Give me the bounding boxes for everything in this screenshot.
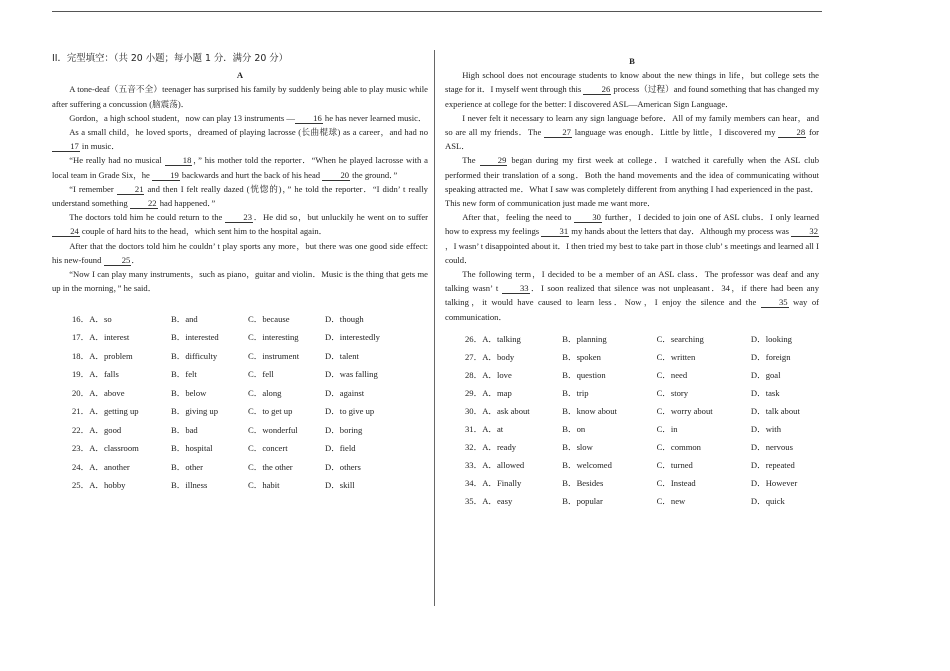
passage-b-paragraph-5: The following term，I decided to be a member of an ASL class．The professor was deaf and any talking wasn’ t 33．I soon realized that silence was not unpleasant．34，if there had been any talking，it would have caused to learn less．Now，I enjoy the silence and the 35 way of communication． <box>445 269 819 322</box>
passage-a-paragraph-2: Gordon，a high school student，now can play 13 instruments — 16 he has never learned music． <box>69 112 427 123</box>
left-column <box>52 52 428 494</box>
option-b: B．bad <box>171 424 198 435</box>
option-a: 35．A．easy <box>465 495 513 506</box>
option-row <box>445 420 819 438</box>
option-d: D．quick <box>750 495 785 506</box>
option-a: 25．A．hobby <box>72 480 126 491</box>
blank-17: 17 <box>52 141 80 152</box>
passage-a-paragraph-5: “I remember 21 and then I felt really dazed (恍惚的)，” he told the reporter．“I didn’ t really understand something 22 had happened．” <box>52 183 428 209</box>
passage-a-options <box>52 309 428 494</box>
option-d: D．with <box>750 423 781 434</box>
option-b: B．below <box>171 387 207 398</box>
option-row <box>52 328 428 347</box>
option-c: C．wonderful <box>248 424 298 435</box>
option-c: C．Instead <box>656 477 696 488</box>
passage-a-paragraph-7: After that the doctors told him he couldn’ t play sports any more，but there was one good side effect: his new-found 25． <box>52 240 428 265</box>
option-d: D．However <box>750 477 798 488</box>
right-column <box>445 52 819 510</box>
option-d: D．looking <box>750 333 792 344</box>
option-row <box>52 402 428 421</box>
option-b: B．Besides <box>562 477 604 488</box>
option-b: B．trip <box>562 387 589 398</box>
option-d: D．repeated <box>750 459 795 470</box>
option-b: B．giving up <box>171 406 219 417</box>
option-a: 33．A．allowed <box>465 459 525 470</box>
option-row <box>445 456 819 474</box>
option-a: 28．A．love <box>465 369 512 380</box>
option-a: 31．A．at <box>465 423 504 434</box>
option-row <box>52 457 428 476</box>
option-a: 27．A．body <box>465 351 515 362</box>
option-a: 21．A．getting up <box>72 406 139 417</box>
option-row <box>52 346 428 365</box>
column-divider <box>434 50 435 606</box>
blank-32: 32 <box>791 226 819 237</box>
option-a: 22．A．good <box>72 424 122 435</box>
option-c: C．interesting <box>248 332 299 343</box>
option-a: 30．A．ask about <box>465 405 530 416</box>
option-b: B．other <box>171 461 203 472</box>
option-d: D．to give up <box>325 406 375 417</box>
option-c: C．in <box>656 423 678 434</box>
option-row <box>445 492 819 510</box>
option-row <box>52 365 428 384</box>
option-b: B．hospital <box>171 443 213 454</box>
option-c: C．turned <box>656 459 693 470</box>
option-c: C．concert <box>248 443 288 454</box>
option-a: 26．A．talking <box>465 333 521 344</box>
passage-b-paragraph-2: I never felt it necessary to learn any sign language before．All of my family members can hear，and so are all my friends．The 27 language was enough．Little by little，I discovered my 28 for ASL． <box>445 112 820 152</box>
option-b: B．popular <box>562 495 603 506</box>
section-header: II．完型填空：（共 20 小题；每小题 1 分．满分 20 分） <box>52 53 289 64</box>
option-a: 24．A．another <box>72 461 130 472</box>
option-b: B．difficulty <box>171 350 218 361</box>
option-d: D．others <box>325 461 361 472</box>
top-rule <box>52 11 822 12</box>
option-c: C．searching <box>656 333 704 344</box>
blank-22: 22 <box>130 198 158 209</box>
blank-21: 21 <box>117 184 145 195</box>
option-row <box>52 309 428 328</box>
passage-a-paragraph-3: As a small child，he loved sports，dreamed of playing lacrosse (长曲棍球) as a career，and had no 17 in music． <box>52 125 428 153</box>
blank-35: 35 <box>761 297 789 308</box>
option-d: D．against <box>325 387 365 398</box>
option-b: B．know about <box>562 405 617 416</box>
passage-a-paragraph-8: “Now I can play many instruments，such as piano，guitar and violin．Music is the thing that gets me up in the morning，” he said． <box>52 269 428 294</box>
option-b: B．illness <box>171 480 208 491</box>
option-d: D．was falling <box>325 369 378 380</box>
passage-a-paragraph-6: The doctors told him he could return to the 23．He did so，but unluckily he went on to suffer 24 couple of hard hits to the head，which sent him to the hospital again． <box>52 210 428 238</box>
option-d: D．foreign <box>750 351 791 362</box>
option-d: D．interestedly <box>325 332 380 343</box>
option-row <box>52 383 428 402</box>
option-c: C．new <box>656 495 686 506</box>
option-c: C．written <box>656 351 696 362</box>
option-a: 19．A．falls <box>72 369 119 380</box>
blank-27: 27 <box>544 127 572 138</box>
passage-b-paragraph-3: The 29 began during my first week at college．I watched it carefully when the ASL club performed their translation of a song．Both the hand movements and the idea of communicating without speaking attracted me．What I saw was completely different from anything I had experienced in the past．This new form of communication just made me want more． <box>445 155 819 209</box>
option-row <box>52 420 428 439</box>
option-c: C．need <box>656 369 688 380</box>
option-row <box>445 348 819 366</box>
option-b: B．welcomed <box>562 459 612 470</box>
blank-16: 16 <box>295 113 323 124</box>
blank-30: 30 <box>574 212 602 223</box>
option-row <box>52 439 428 458</box>
blank-18: 18 <box>165 155 193 166</box>
option-b: B．felt <box>171 369 197 380</box>
blank-31: 31 <box>541 226 569 237</box>
option-b: B．planning <box>562 333 607 344</box>
passage-b-paragraph-4: After that，feeling the need to 30 further，I decided to join one of ASL clubs．I only learned how to express my feelings 31 my hands about the letters that day．Although my process was 32，I wasn’ t disappointed about it．I then tried my best to take part in those club’ s meetings and learned all I could． <box>445 212 819 265</box>
passage-b-paragraph-1: High school does not encourage students to know about the new things in life，but college sets the stage for it．I myself went through this 26 process（过程）and found something that has changed my experience at college for the better: I discovered ASL—American Sign Language． <box>445 70 820 109</box>
option-d: D．nervous <box>750 441 793 452</box>
blank-25: 25 <box>104 255 132 266</box>
option-d: D．talent <box>325 350 359 361</box>
option-d: D．task <box>750 387 780 398</box>
option-d: D．goal <box>750 369 781 380</box>
option-a: 29．A．map <box>465 387 512 398</box>
option-a: 32．A．ready <box>465 441 517 452</box>
option-b: B．spoken <box>562 351 601 362</box>
option-a: 23．A．classroom <box>72 443 139 454</box>
passage-b-label: B <box>629 56 635 66</box>
option-b: B．slow <box>562 441 593 452</box>
option-c: C．worry about <box>656 405 713 416</box>
blank-20: 20 <box>322 170 350 181</box>
option-c: C．along <box>248 387 282 398</box>
blank-34: 34 <box>721 283 730 294</box>
blank-19: 19 <box>152 170 180 181</box>
option-c: C．the other <box>248 461 293 472</box>
option-b: B．question <box>562 369 606 380</box>
blank-23: 23 <box>225 212 253 223</box>
option-c: C．because <box>248 313 290 324</box>
option-row <box>445 474 819 492</box>
option-d: D．skill <box>325 480 355 491</box>
blank-24: 24 <box>52 226 80 237</box>
passage-a-paragraph-4: “He really had no musical 18，” his mother told the reporter．“When he played lacrosse with a local team in Grade Six，he 19 backwards and hurt the back of his head 20 the ground．” <box>52 155 428 180</box>
option-c: C．fell <box>248 369 274 380</box>
option-row <box>445 366 819 384</box>
option-c: C．to get up <box>248 406 293 417</box>
option-d: D．talk about <box>750 405 800 416</box>
passage-a-label: A <box>236 70 244 81</box>
option-c: C．habit <box>248 480 280 491</box>
passage-a-paragraph-1: A tone-deaf（五音不全）teenager has surprised his family by suddenly being able to play music while after suffering a concussion (脑震荡)． <box>52 84 428 109</box>
option-b: B．and <box>171 313 198 324</box>
option-c: C．common <box>656 441 701 452</box>
option-a: 18．A．problem <box>72 350 133 361</box>
option-d: D．field <box>325 443 356 454</box>
option-a: 17．A．interest <box>72 332 130 343</box>
passage-b-options <box>445 330 819 510</box>
option-b: B．on <box>562 423 586 434</box>
option-a: 20．A．above <box>72 387 125 398</box>
blank-33: 33 <box>502 283 530 294</box>
option-row <box>52 476 428 495</box>
option-row <box>445 438 819 456</box>
option-row <box>445 330 819 348</box>
option-d: D．boring <box>325 424 363 435</box>
option-b: B．interested <box>171 332 219 343</box>
option-d: D．though <box>325 313 364 324</box>
option-c: C．story <box>656 387 689 398</box>
option-row <box>445 402 819 420</box>
blank-26: 26 <box>583 84 611 95</box>
option-c: C．instrument <box>248 350 300 361</box>
option-row <box>445 384 819 402</box>
blank-28: 28 <box>778 127 806 138</box>
option-a: 16．A．so <box>72 313 112 324</box>
option-a: 34．A．Finally <box>465 477 522 488</box>
blank-29: 29 <box>480 155 508 166</box>
